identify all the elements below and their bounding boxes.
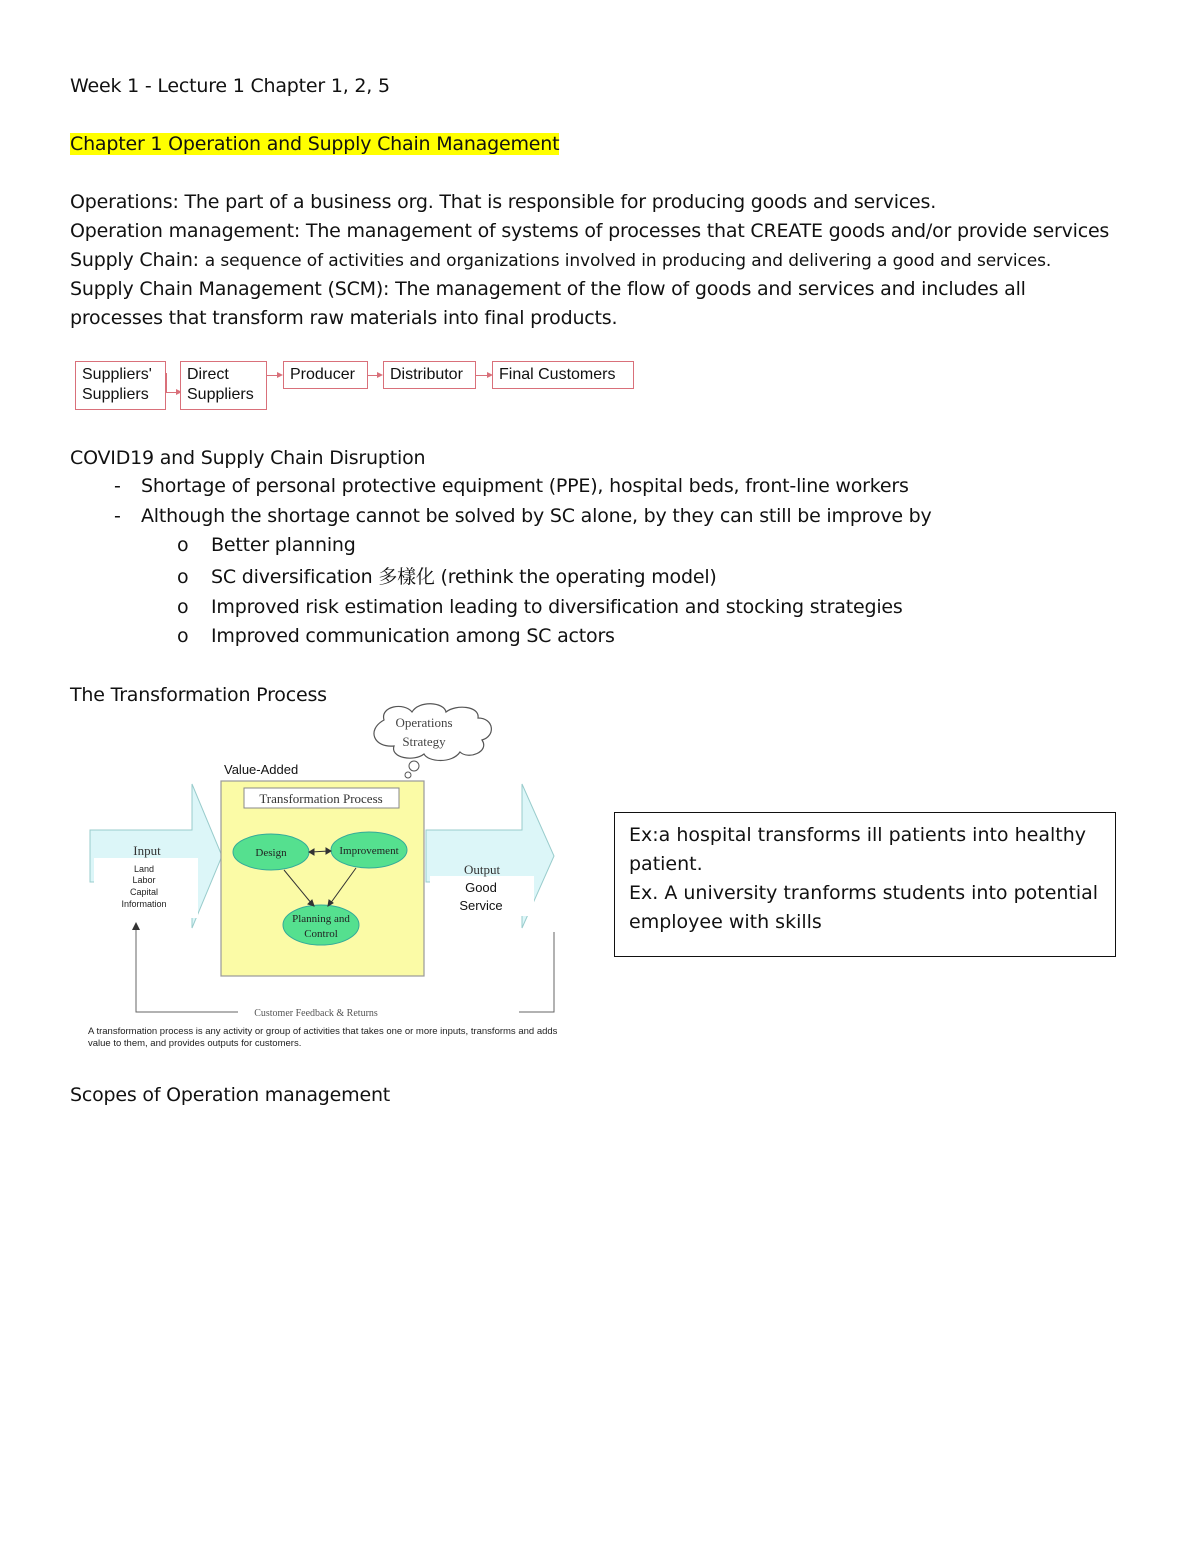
example-hospital: Ex:a hospital transforms ill patients into healthy patient. bbox=[629, 824, 1086, 875]
definition-operations: Operations: The part of a business org. That is responsible for producing goods and services. bbox=[70, 191, 937, 213]
process-title: Transformation Process bbox=[259, 791, 383, 806]
chain-arrow bbox=[267, 375, 281, 376]
value-added-label: Value-Added bbox=[224, 762, 299, 777]
chain-label: Suppliers bbox=[82, 386, 149, 403]
covid-bullet: Shortage of personal protective equipment (PPE), hospital beds, front-line workers bbox=[141, 475, 909, 497]
chain-label: Suppliers' bbox=[82, 366, 152, 383]
supply-chain-description: a sequence of activities and organizations involved in producing and delivering a good and services. bbox=[204, 251, 1052, 271]
transformation-heading: The Transformation Process bbox=[70, 684, 327, 706]
example-university: Ex. A university tranforms students into potential employee with skills bbox=[629, 882, 1099, 933]
circle-bullet: o bbox=[177, 534, 189, 556]
chapter-heading bbox=[70, 131, 559, 157]
definition-supply-chain bbox=[70, 247, 1051, 274]
dash-bullet: - bbox=[114, 475, 121, 497]
chain-arrow bbox=[476, 375, 491, 376]
chain-box-final-customers: Final Customers bbox=[492, 361, 634, 389]
chain-label: Suppliers bbox=[187, 386, 254, 403]
diagram-caption-line1: A transformation process is any activity or group of activities that takes one or more inputs, transforms and adds bbox=[88, 1026, 558, 1037]
covid-sub-bullet: Better planning bbox=[211, 534, 356, 556]
feedback-arrowhead bbox=[132, 922, 140, 930]
output-title: Output bbox=[463, 862, 501, 877]
covid-bullet: Although the shortage cannot be solved by SC alone, by they can still be improve by bbox=[141, 505, 932, 527]
page-title: Week 1 - Lecture 1 Chapter 1, 2, 5 bbox=[70, 75, 390, 97]
chain-box-suppliers-suppliers bbox=[75, 361, 166, 410]
chain-label: Direct bbox=[187, 366, 229, 383]
covid-heading: COVID19 and Supply Chain Disruption bbox=[70, 447, 426, 469]
input-item: Land bbox=[133, 864, 155, 874]
example-box bbox=[614, 812, 1116, 957]
chain-box-producer: Producer bbox=[283, 361, 368, 389]
circle-bullet: o bbox=[177, 625, 189, 647]
diagram-caption-line2: value to them, and provides outputs for customers. bbox=[88, 1038, 302, 1049]
chain-arrow bbox=[368, 375, 381, 376]
transformation-process-diagram bbox=[84, 700, 584, 1050]
input-item: Capital bbox=[129, 887, 159, 897]
planning-label-line1: Planning and bbox=[292, 913, 350, 925]
circle-bullet: o bbox=[177, 566, 189, 588]
covid-sub-bullet: Improved communication among SC actors bbox=[211, 625, 615, 647]
feedback-label: Customer Feedback & Returns bbox=[254, 1008, 378, 1019]
supply-chain-term: Supply Chain: bbox=[70, 249, 199, 271]
input-title: Input bbox=[133, 843, 161, 858]
transformation-process-box bbox=[221, 781, 424, 976]
strategy-label-line1: Operations bbox=[395, 715, 453, 730]
input-item: Labor bbox=[132, 875, 156, 885]
chapter-heading-text: Chapter 1 Operation and Supply Chain Management bbox=[70, 133, 560, 155]
definition-operation-management: Operation management: The management of systems of processes that CREATE goods and/or provide services bbox=[70, 220, 1110, 242]
design-label: Design bbox=[255, 847, 287, 859]
chain-connector bbox=[166, 373, 174, 393]
output-item: Good bbox=[465, 880, 497, 895]
dash-bullet: - bbox=[114, 505, 121, 527]
circle-bullet: o bbox=[177, 596, 189, 618]
scopes-heading: Scopes of Operation management bbox=[70, 1084, 391, 1106]
output-item: Service bbox=[459, 898, 503, 913]
definition-scm-line2: processes that transform raw materials into final products. bbox=[70, 307, 618, 329]
covid-sub-bullet: SC diversification 多樣化 (rethink the operating model) bbox=[211, 566, 717, 588]
covid-sub-bullet: Improved risk estimation leading to diversification and stocking strategies bbox=[211, 596, 903, 618]
strategy-label-line2: Strategy bbox=[402, 734, 446, 749]
chain-box-distributor: Distributor bbox=[383, 361, 476, 389]
improvement-label: Improvement bbox=[339, 845, 399, 857]
chain-box-direct-suppliers bbox=[180, 361, 267, 410]
chain-arrow bbox=[172, 392, 180, 393]
input-item: Information bbox=[121, 899, 167, 909]
definition-scm-line1: Supply Chain Management (SCM): The management of the flow of goods and services and includes all bbox=[70, 278, 1026, 300]
planning-label-line2: Control bbox=[304, 928, 338, 940]
